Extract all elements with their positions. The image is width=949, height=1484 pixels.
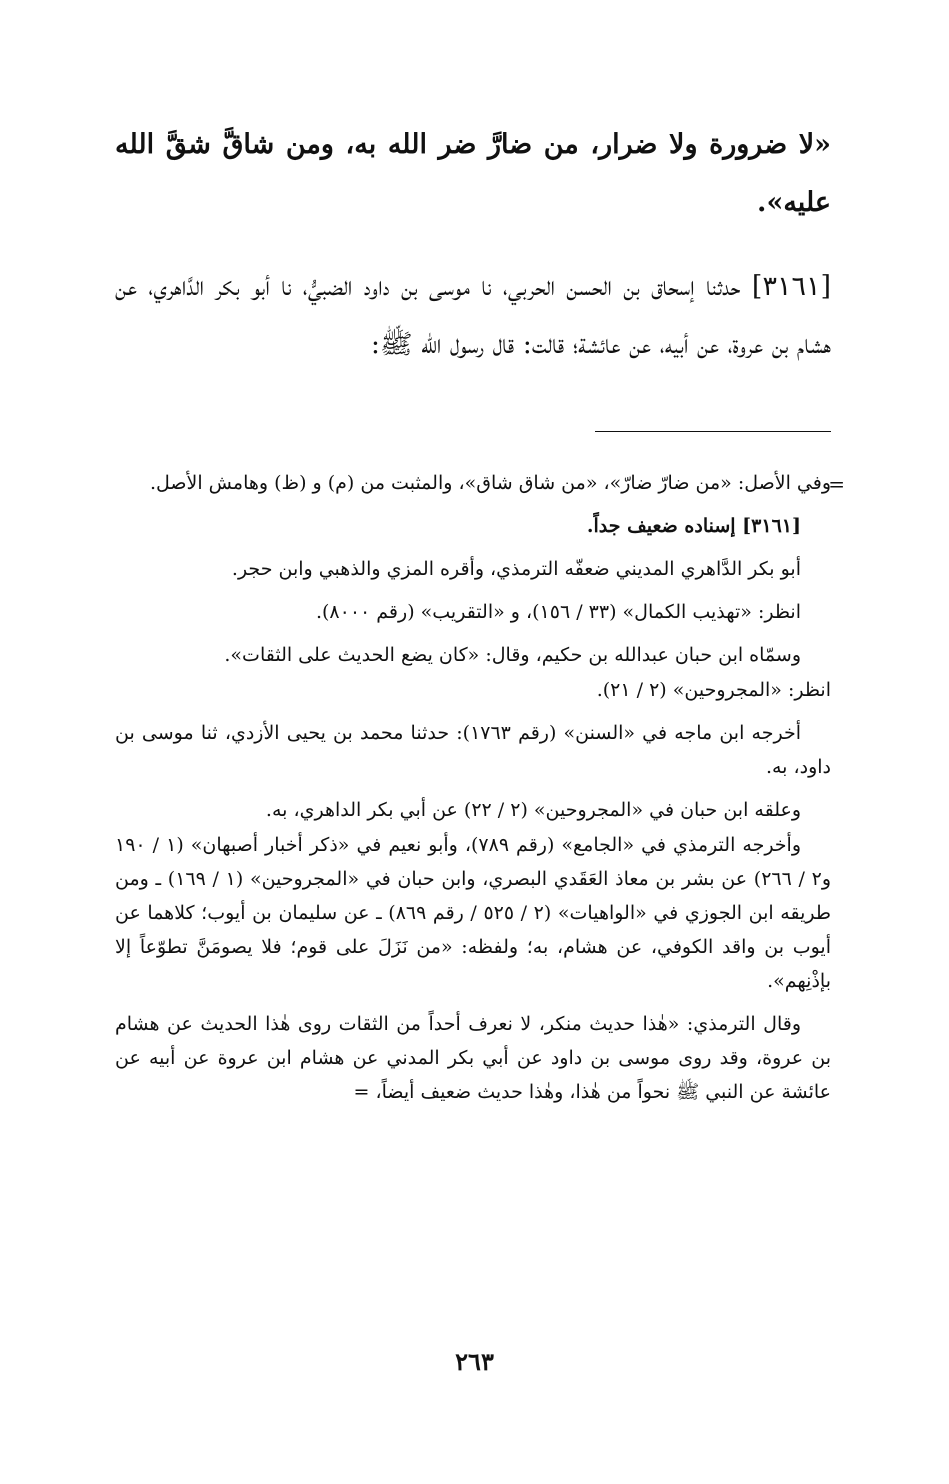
footnote-paragraph: وسمّاه ابن حبان عبدالله بن حكيم، وقال: «كان يضع الحديث على الثقات». — [224, 644, 801, 666]
hadith-quote: «لا ضرورة ولا ضرار، من ضارَّ ضر الله به، ومن شاقَّ شقَّ الله عليه». — [115, 129, 831, 218]
footnotes — [115, 466, 831, 1118]
continuation-marker: = — [828, 472, 845, 496]
footnote-separator — [595, 431, 831, 432]
page-number: ٢٦٣ — [455, 1347, 494, 1376]
footnote-paragraph: أخرجه ابن ماجه في «السنن» (رقم ١٧٦٣): حدثنا محمد بن يحيى الأزدي، ثنا موسى بن داود، به. — [115, 722, 831, 778]
footnote-paragraph: أبو بكر الدَّاهري المديني ضعفّه الترمذي، وأقره المزي والذهبي وابن حجر. — [231, 558, 801, 580]
footnote-paragraph: وعلقه ابن حبان في «المجروحين» (٢ / ٢٢) عن أبي بكر الداهري، به. — [265, 799, 801, 821]
footnote-paragraph: وقال الترمذي: «هٰذا حديث منكر، لا نعرف أحداً من الثقات روى هٰذا الحديث عن هشام بن عروة، وقد روى موسى بن داود عن أبي بكر المدني عن هشام ابن عروة عن أبيه عن عائشة عن النبي ﷺ نحواً من هٰذا، وهٰذا حديث ضعيف أيضاً، = — [115, 1013, 831, 1103]
footnote-paragraph: انظر: «تهذيب الكمال» (٣٣ / ١٥٦)، و «التقريب» (رقم ٨٠٠٠). — [315, 601, 801, 623]
footnote-paragraph: انظر: «المجروحين» (٢ / ٢١). — [596, 679, 831, 701]
footnote-paragraph: وأخرجه الترمذي في «الجامع» (رقم ٧٨٩)، وأبو نعيم في «ذكر أخبار أصبهان» (١ / ١٩٠ و٢ / ٢٦٦) عن بشر بن معاذ العَقَدي البصري، وابن حبان في «المجروحين» (١ / ١٦٩) ـ ومن طريقه ابن الجوزي في «الواهيات» (٢ / ٥٢٥ / رقم ٨٦٩) ـ عن سليمان بن أيوب؛ كلاهما عن أيوب بن واقد الكوفي، عن هشام، به؛ ولفظه: «من نَزَلَ على قوم؛ فلا يصومَنَّ تطوّعاً إلا بإذْنِهم». — [115, 834, 832, 992]
main-text — [115, 116, 831, 374]
hadith-3161: [٣١٦١] حدثنا إسحاق بن الحسن الحربي، نا موسى بن داود الضبيُّ، نا أبو بكر الدَّاهري، عن هشام بن عروة، عن أبيه، عن عائشة؛ قالت: قال رسول الله ﷺ: — [115, 271, 831, 360]
footnote-continuation: وفي الأصل: «من ضارّ ضارّ»، «من شاق شاق»، والمثبت من (م) و (ظ) وهامش الأصل. — [149, 472, 831, 494]
footnote-grade: [٣١٦١] إسناده ضعيف جداً. — [586, 515, 801, 537]
